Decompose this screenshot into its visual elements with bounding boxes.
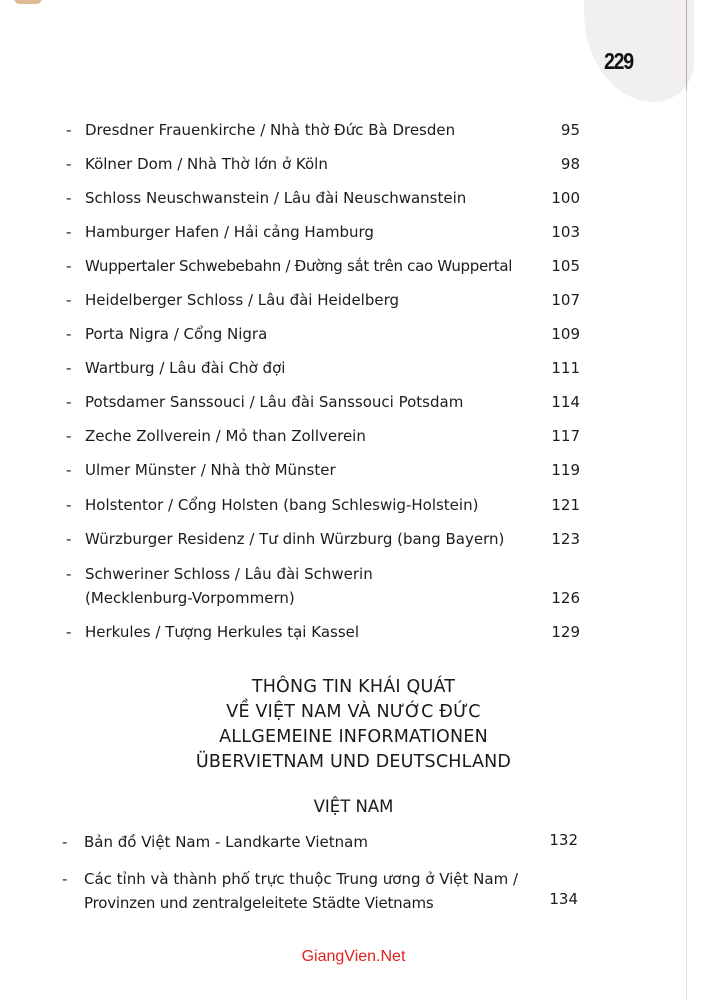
entry-page: 98 (560, 155, 580, 173)
entry-title: Wartburg / Lâu đài Chờ đợi (85, 359, 286, 377)
entry-title-continued: Provinzen und zentralgeleitete Städte Vietnams (84, 894, 434, 912)
entry-page: 114 (551, 393, 580, 411)
page-corner-mark (14, 0, 42, 4)
entry-title: Schweriner Schloss / Lâu đài Schwerin (85, 565, 373, 583)
entry-page: 105 (551, 257, 580, 275)
entry-page: 111 (551, 359, 580, 377)
entry-page: 123 (551, 530, 580, 548)
entry-page: 100 (551, 189, 580, 207)
entry-page: 107 (551, 291, 580, 309)
entry-page: 103 (551, 223, 580, 241)
bullet-dash: - (66, 393, 72, 411)
bullet-dash: - (62, 870, 68, 888)
entry-page: 117 (551, 427, 580, 445)
section-subheading: VIỆT NAM (313, 797, 394, 816)
section-heading-line: THÔNG TIN KHÁI QUÁT (251, 677, 456, 697)
section-heading-line: ÜBERVIETNAM UND DEUTSCHLAND (195, 752, 512, 772)
entry-page: 119 (551, 461, 580, 479)
entry-page: 129 (551, 623, 580, 641)
bullet-dash: - (66, 496, 72, 514)
bullet-dash: - (66, 291, 72, 309)
section-heading-line: ALLGEMEINE INFORMATIONEN (219, 727, 488, 747)
entry-title-continued: (Mecklenburg-Vorpommern) (85, 589, 295, 607)
entry-title: Hamburger Hafen / Hải cảng Hamburg (85, 223, 374, 241)
bullet-dash: - (66, 427, 72, 445)
bullet-dash: - (66, 623, 72, 641)
entry-title: Wuppertaler Schwebebahn / Đường sắt trên cao Wuppertal (85, 257, 513, 275)
entry-title: Bản đồ Việt Nam - Landkarte Vietnam (84, 833, 368, 851)
bullet-dash: - (66, 530, 72, 548)
bullet-dash: - (66, 223, 72, 241)
bullet-dash: - (66, 565, 72, 583)
entry-title: Potsdamer Sanssouci / Lâu đài Sanssouci Potsdam (85, 393, 464, 411)
entry-title: Porta Nigra / Cổng Nigra (85, 325, 268, 343)
entry-title: Heidelberger Schloss / Lâu đài Heidelberg (85, 291, 400, 309)
bullet-dash: - (66, 121, 72, 139)
page-number: 229 (604, 48, 633, 74)
entry-page: 126 (551, 589, 580, 607)
entry-title: Schloss Neuschwanstein / Lâu đài Neuschwanstein (85, 189, 467, 207)
entry-title: Kölner Dom / Nhà Thờ lớn ở Köln (85, 155, 328, 173)
bullet-dash: - (66, 189, 72, 207)
section-heading-line: VỀ VIỆT NAM VÀ NƯỚC ĐỨC (226, 702, 481, 722)
bullet-dash: - (66, 461, 72, 479)
entry-page: 132 (549, 831, 578, 849)
entry-title: Holstentor / Cổng Holsten (bang Schleswig-Holstein) (85, 496, 479, 514)
bullet-dash: - (66, 359, 72, 377)
bullet-dash: - (66, 155, 72, 173)
entry-page: 121 (551, 496, 580, 514)
entry-page: 134 (549, 890, 578, 908)
bullet-dash: - (66, 257, 72, 275)
bullet-dash: - (66, 325, 72, 343)
entry-page: 109 (551, 325, 580, 343)
entry-title: Zeche Zollverein / Mỏ than Zollverein (85, 427, 366, 445)
page-edge (686, 0, 687, 1000)
entry-title: Würzburger Residenz / Tư dinh Würzburg (bang Bayern) (85, 530, 505, 548)
entry-page: 95 (560, 121, 580, 139)
page-edge-shadow (686, 0, 687, 90)
entry-title: Herkules / Tượng Herkules tại Kassel (85, 623, 360, 641)
watermark: GiangVien.Net (301, 948, 406, 965)
entry-title: Các tỉnh và thành phố trực thuộc Trung ương ở Việt Nam / (84, 870, 519, 888)
entry-title: Ulmer Münster / Nhà thờ Münster (85, 461, 336, 479)
bullet-dash: - (62, 833, 68, 851)
entry-title: Dresdner Frauenkirche / Nhà thờ Đức Bà Dresden (85, 121, 456, 139)
